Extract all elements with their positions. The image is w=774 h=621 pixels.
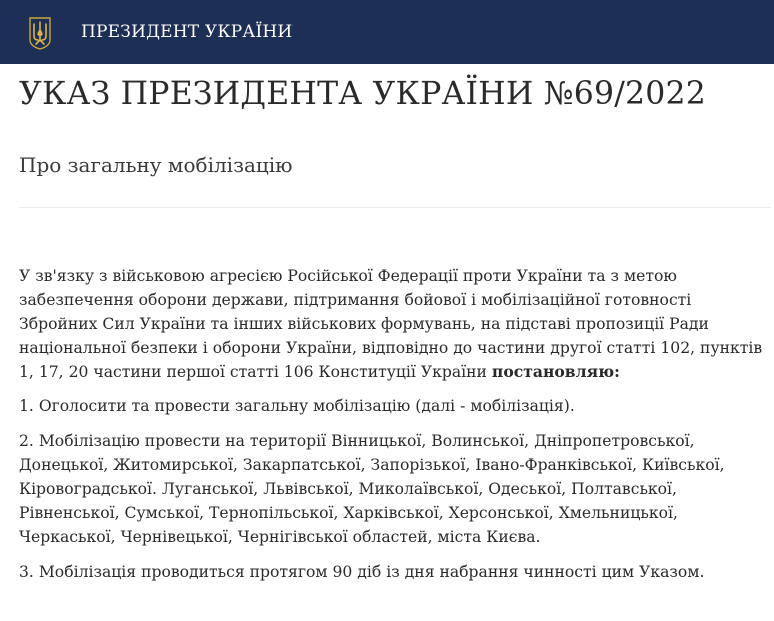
document-title: УКАЗ ПРЕЗИДЕНТА УКРАЇНИ №69/2022 [19, 76, 707, 112]
site-title-link[interactable]: ПРЕЗИДЕНТ УКРАЇНИ [81, 22, 293, 42]
item-1: 1. Оголосити та провести загальну мобілізацію (далі - мобілізація). [19, 397, 575, 415]
document-subtitle: Про загальну мобілізацію [19, 153, 293, 177]
preamble-text: У зв'язку з військовою агресією Російської Федерації проти України та з метою забезпечення оборони держави, підтримання бойової і мобілізаційної готовності Збройних Сил України та інших військових формувань, на підставі пропозиції Ради національної безпеки і оборони України, відповідно до частини другої статті 102, пунктів 1, 17, 20 частини першої статті 106 Конституції України [19, 267, 763, 381]
site-header [0, 0, 774, 64]
trident-icon[interactable] [25, 16, 55, 50]
item-3: 3. Мобілізація проводиться протягом 90 діб із дня набрання чинності цим Указом. [19, 563, 705, 581]
divider [19, 207, 771, 208]
preamble-bold-verb: постановляю: [491, 362, 620, 381]
item-2: 2. Мобілізацію провести на території Вінницької, Волинської, Дніпропетровської, Донецької, Житомирської, Закарпатської, Запорізької, Івано-Франківської, Київської, Кіровоградської. Луганської, Львівської, Миколаївської, Одеської, Полтавської, Рівненської, Сумської, Тернопільської, Харківської, Херсонської, Хмельницької, Черкаської, Чернівецької, Чернігівської областей, міста Києва. [19, 432, 725, 546]
document-body [19, 264, 764, 594]
preamble-paragraph [19, 264, 764, 384]
